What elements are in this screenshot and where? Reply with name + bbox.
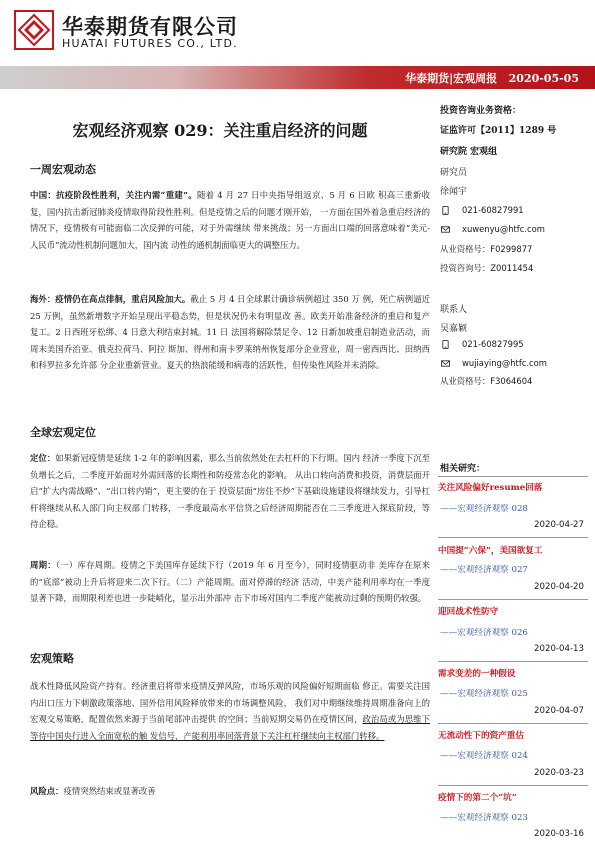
sidebar-contact-name: 吴嘉颖 [440,324,468,334]
china-lead: 中国：抗疫阶段性胜利，关注内需“重建”。 [30,190,197,200]
company-name-cn: 华泰期货有限公司 [62,15,238,39]
risk-text: 疫情突然结束或显著改善 [63,786,156,796]
divider [438,785,588,786]
divider [438,661,588,662]
related-item-date: 2020-04-20 [534,582,584,592]
contact-cert: 从业资格号：F3064604 [440,376,533,386]
section-heading-weekly: 一周宏观动态 [30,163,96,176]
email-icon [441,359,450,368]
contact-phone: 021-60827995 [462,339,524,349]
section-heading-global: 全球宏观定位 [30,426,96,439]
email-icon [441,225,450,234]
related-item-title[interactable]: 中国提“六保”，美国欲复工 [438,546,543,556]
related-research-heading: 相关研究： [440,464,486,474]
sidebar-researcher-name: 徐闻宇 [440,187,468,197]
overseas-text: 截止 5 月 4 日全球累计确诊病例超过 350 万 例，死亡病例逼近 25 万例，虽然新增数字开始呈现出平稳态势，但是状况仍未有明显改 善。欧美开始准备经济的重启和复产复工。2 日西班牙松绑、4 日意大利结束封城。11 日 法国将解除禁足令、12 日新加坡重启制造业活动，而周末美国乔治亚、俄克拉荷马、阿拉 斯加、得州和南卡罗莱纳州恢复部分企业营业，周一密西西比、田纳西和科罗拉多允许部 分企业重新营业。夏天的热浪能缓和病毒的活跃性，但传染性风险并未消除。 [30,294,431,371]
related-item-sub[interactable]: ——宏观经济观察 024 [440,751,528,761]
researcher-email[interactable]: xuwenyu@htfc.com [462,224,545,234]
position-text: 如果新冠疫情是延续 1-2 年的影响因素，那么当前依然处在去杠杆的下行期。国内 经济一季度下沉至负增长之后，二季度开始面对外需回落的长期性和防疫常态化的影响。 从出口转向消费和投资，消费层面开启“扩大内需战略”、“出口转内销”，更主要的在于 投资层面“房住不炒”下基础设施建设将继续发力，引导杠杆将继续从私人部门向主权部 门转移，一季度最高水平信贷之后经济周期能否在二三季度进入探底阶段，等待企稳。 [30,453,430,530]
overseas-lead: 海外：疫情仍在高点徘徊，重启风险加大。 [30,294,191,304]
company-name-en: HUATAI FUTURES CO., LTD. [62,37,238,50]
researcher-cert-1: 从业资格号：F0299877 [440,244,533,254]
related-item-title[interactable]: 关注风险偏好resume回落 [438,483,543,493]
sidebar-qualification-heading: 投资咨询业务资格： [440,106,522,116]
cycle-text: （一）库存周期。疫情之下美国库存延续下行（2019 年 6 月至今），同时疫情驱动非 美库存在原来的“底部”被动上升后将迎来二次下行。（二）产能周期。面对停滞的经济 活动，中美产能利用率均在一季度显著下降，而期限利差也进一步陡峭化，显示出外部冲 击下市场对国内二季度产能被动过剩的预期仍较强。 [30,560,430,604]
paragraph-cycle [30,557,430,607]
paragraph-strategy [30,678,430,744]
company-logo [14,10,54,50]
contact-email[interactable]: wujiaying@htfc.com [462,358,547,368]
sidebar-researcher-label: 研究员 [440,168,468,178]
phone-icon [441,206,450,215]
related-item-sub[interactable]: ——宏观经济观察 026 [440,628,528,638]
related-item-date: 2020-04-27 [534,520,584,530]
related-item-sub[interactable]: ——宏观经济观察 028 [440,504,528,514]
sidebar-license: 证监许可【2011】1289 号 [440,126,557,136]
paragraph-risk [30,783,430,800]
related-item-sub[interactable]: ——宏观经济观察 023 [440,813,528,823]
strategy-text-underlined: 政治局或为思维下等待中国央行进入全面宽松的触 发信号，产能利用率回落背景下关注杠杆继续向主权部门转移。 [30,714,430,741]
phone-icon [441,340,450,349]
position-lead: 定位： [30,453,56,463]
divider [438,723,588,724]
cycle-lead: 周期： [30,560,56,570]
risk-lead: 风险点： [30,786,64,796]
related-item-title[interactable]: 迎回战术性防守 [438,607,499,617]
related-item-title[interactable]: 需求变差的一种假设 [438,669,516,679]
researcher-phone: 021-60827991 [462,205,524,215]
divider [438,537,588,538]
related-item-sub[interactable]: ——宏观经济观察 027 [440,565,528,575]
report-title: 宏观经济观察 029：关注重启经济的问题 [72,121,368,140]
report-banner-text: 华泰期货|宏观周报 2020-05-05 [405,72,579,85]
strategy-text: 战术性降低风险资产持有。经济重启将带来疫情反弹风险，市场乐观的风险偏好短期面临 修正。需要关注国内出口压力下刺激政策落地、国外信用风险释放带来的市场调整风险， 我们对中期继续维持周期准备向上的宏观交易策略，配置依然来源于当前尾部冲击提供 的空间；当前短期交易仍在疫情区间， [30,681,430,725]
related-item-title[interactable]: 无流动性下的资产重估 [438,731,524,741]
china-text: 随着 4 月 27 日中央指导组返京、5 月 6 日欧 积高三重新收复，国内抗击新冠肺炎疫情取得阶段性胜利。但是疫情之后的问题才刚开始， 一方面在国外着急重启经济的情况下，疫情极有可能面临二次反弹的可能，对于外需继续 带来挑战；另一方面出口端的回落意味着“美元-人民币”流动性机制问题加大，国内流 动性的通机制面临更大的调整压力。 [30,190,430,250]
paragraph-overseas [30,291,430,374]
related-item-title[interactable]: 疫情下的第二个“坑” [438,793,517,803]
related-item-sub[interactable]: ——宏观经济观察 025 [440,689,528,699]
sidebar-contact-label: 联系人 [440,305,468,315]
divider [438,476,588,477]
section-heading-strategy: 宏观策略 [30,652,74,665]
paragraph-position [30,450,430,533]
related-item-date: 2020-04-13 [534,644,584,654]
related-item-date: 2020-04-07 [534,706,584,716]
sidebar-team: 研究院 宏观组 [440,147,498,157]
related-item-date: 2020-03-23 [534,768,584,778]
researcher-cert-2: 投资咨询号：Z0011454 [440,263,534,273]
paragraph-china [30,187,430,253]
divider [438,599,588,600]
related-item-date: 2020-03-16 [534,829,584,839]
